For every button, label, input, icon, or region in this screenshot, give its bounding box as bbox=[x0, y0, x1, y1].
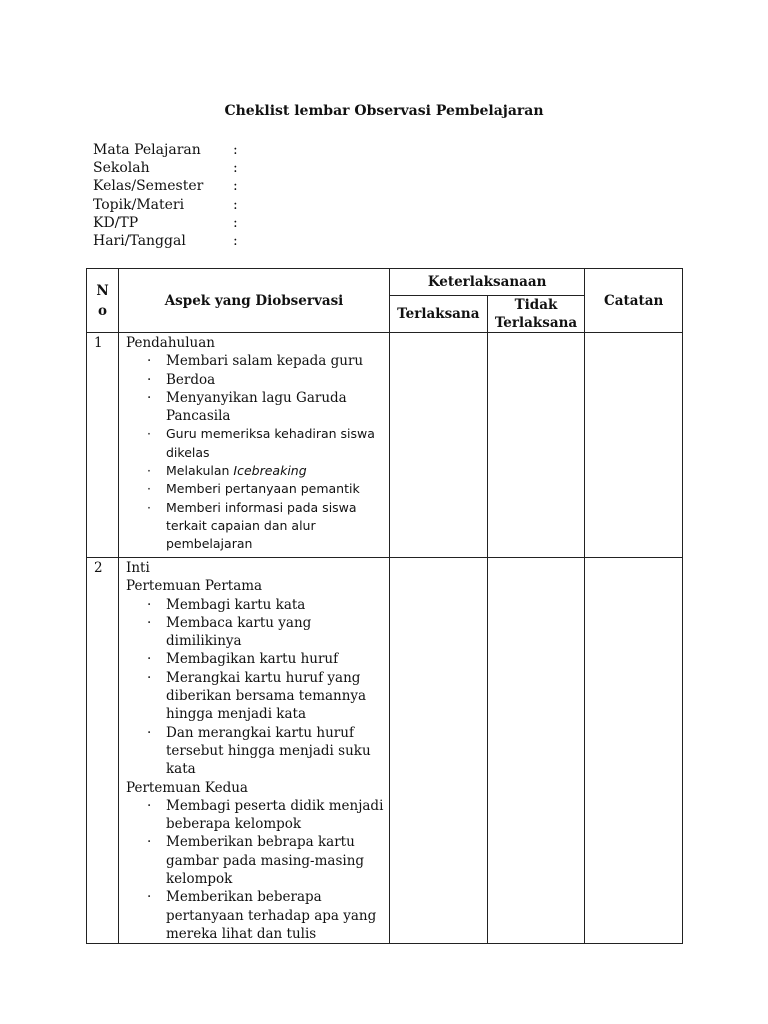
header-aspek: Aspek yang Diobservasi bbox=[119, 269, 390, 333]
header-tidak-line2: Terlaksana bbox=[494, 315, 578, 331]
table-row bbox=[87, 558, 683, 944]
field-kelas-semester bbox=[93, 177, 243, 195]
table-row bbox=[87, 333, 683, 558]
header-tidak-terlaksana bbox=[487, 296, 585, 333]
header-no-line2: o bbox=[97, 302, 107, 319]
list-item: · Dan merangkai kartu huruf tersebut hingga menjadi suku kata bbox=[126, 724, 389, 779]
field-colon: : bbox=[233, 232, 238, 249]
field-sekolah bbox=[93, 159, 243, 177]
field-kd-tp bbox=[93, 214, 243, 232]
row-number: 1 bbox=[87, 333, 119, 558]
list-item: · Merangkai kartu huruf yang diberikan bersama temannya hingga menjadi kata bbox=[126, 669, 389, 724]
list-item: · Memberikan bebrapa kartu gambar pada masing-masing kelompok bbox=[126, 833, 389, 888]
aspect-list bbox=[126, 596, 389, 779]
header-keterlaksanaan: Keterlaksanaan bbox=[390, 269, 585, 296]
list-item: · Menyanyikan lagu Garuda Pancasila bbox=[126, 389, 389, 426]
header-no-line1: N bbox=[96, 282, 109, 299]
list-item bbox=[126, 462, 389, 480]
observation-table bbox=[86, 268, 683, 944]
list-item: · Berdoa bbox=[126, 371, 389, 389]
field-label: KD/TP bbox=[93, 214, 139, 231]
list-item: · Guru memeriksa kehadiran siswa dikelas bbox=[126, 425, 389, 462]
tidak-terlaksana-cell[interactable] bbox=[487, 558, 585, 944]
field-label: Topik/Materi bbox=[93, 196, 185, 213]
aspect-cell bbox=[119, 333, 390, 558]
catatan-cell[interactable] bbox=[585, 558, 683, 944]
list-item: · Memberikan beberapa pertanyaan terhadap apa yang mereka lihat dan tulis bbox=[126, 888, 389, 943]
field-hari-tanggal bbox=[93, 232, 243, 250]
field-label: Mata Pelajaran bbox=[93, 142, 201, 158]
header-catatan: Catatan bbox=[585, 269, 683, 333]
field-topik-materi bbox=[93, 196, 243, 214]
list-item: · Memberi informasi pada siswa terkait capaian dan alur pembelajaran bbox=[126, 499, 389, 554]
header-no bbox=[87, 269, 119, 333]
list-item: · Membaca kartu yang dimilikinya bbox=[126, 614, 389, 651]
header-terlaksana: Terlaksana bbox=[390, 296, 488, 333]
field-colon: : bbox=[233, 196, 238, 213]
subsection-title: Pertemuan Pertama bbox=[126, 578, 263, 595]
row-number: 2 bbox=[87, 558, 119, 944]
aspect-cell bbox=[119, 558, 390, 944]
field-label: Hari/Tanggal bbox=[93, 232, 186, 249]
field-mata-pelajaran bbox=[93, 141, 243, 159]
list-item: · Membagi kartu kata bbox=[126, 596, 389, 614]
section-title: Pendahuluan bbox=[126, 335, 215, 351]
list-item: · Membagikan kartu huruf bbox=[126, 650, 389, 668]
tidak-terlaksana-cell[interactable] bbox=[487, 333, 585, 558]
terlaksana-cell[interactable] bbox=[390, 333, 488, 558]
identity-fields bbox=[93, 141, 243, 250]
list-item: · Membari salam kepada guru bbox=[126, 352, 389, 370]
list-item-italic: Icebreaking bbox=[233, 463, 307, 479]
field-colon: : bbox=[233, 178, 238, 195]
field-colon: : bbox=[233, 214, 238, 231]
terlaksana-cell[interactable] bbox=[390, 558, 488, 944]
document-title: Cheklist lembar Observasi Pembelajaran bbox=[224, 103, 544, 119]
catatan-cell[interactable] bbox=[585, 333, 683, 558]
header-tidak-line1: Tidak bbox=[514, 297, 558, 313]
list-item: · Membagi peserta didik menjadi beberapa kelompok bbox=[126, 797, 389, 834]
list-item-text: Melakulan bbox=[166, 463, 234, 479]
field-label: Kelas/Semester bbox=[93, 178, 204, 195]
aspect-list bbox=[126, 352, 389, 553]
subsection-title: Pertemuan Kedua bbox=[126, 779, 248, 796]
section-title: Inti bbox=[126, 560, 150, 576]
list-item: · Memberi pertanyaan pemantik bbox=[126, 480, 389, 498]
aspect-list bbox=[126, 797, 389, 943]
field-label: Sekolah bbox=[93, 160, 150, 177]
field-colon: : bbox=[233, 142, 238, 158]
field-colon: : bbox=[233, 160, 238, 177]
